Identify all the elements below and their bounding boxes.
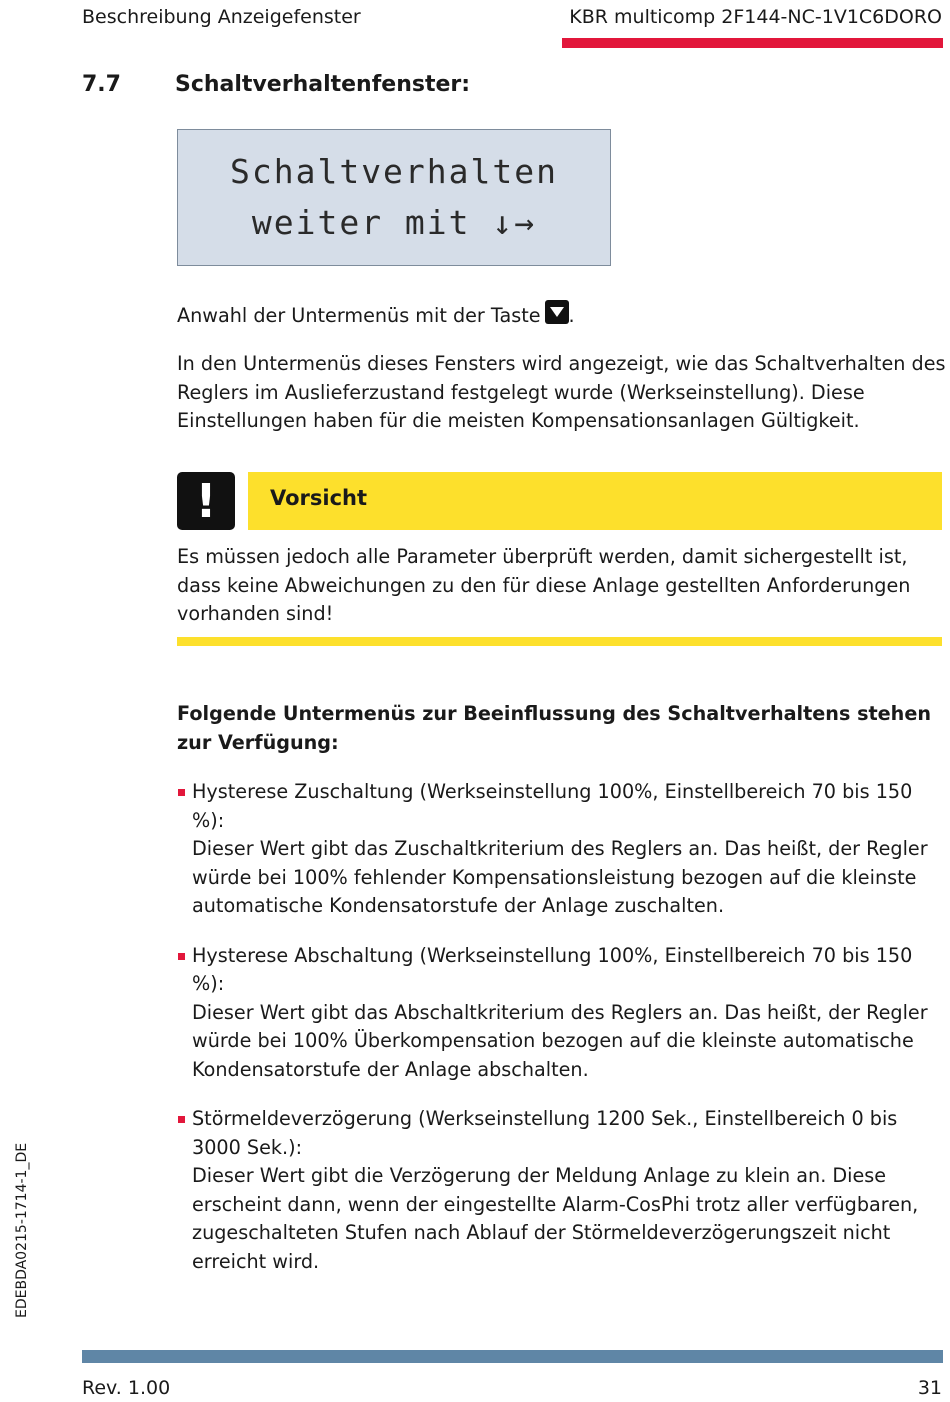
lcd-line-1: Schaltverhalten [229,152,558,191]
list-item-title: Hysterese Abschaltung (Werkseinstellung 100%, Einstellbereich 70 bis 150 %): [192,943,913,995]
document-code: EDEBDA0215-1714-1_DE [14,1142,30,1318]
header-chapter-title: Beschreibung Anzeigefenster [82,6,361,28]
down-key-icon [545,300,569,324]
warning-banner [248,472,942,530]
submenus-heading: Folgende Untermenüs zur Beeinflussung des Schaltverhaltens stehen zur Verfügung: [177,702,932,754]
lcd-line-2: weiter mit ↓→ [251,203,537,242]
section-number: 7.7 [82,72,121,97]
section-title: Schaltverhaltenfenster: [175,72,471,97]
list-item [177,942,947,1085]
description-paragraph: In den Untermenüs dieses Fensters wird angezeigt, wie das Schaltverhalten des Reglers im Auslieferzustand festgelegt wurde (Werkseinstellung). Diese Einstellungen haben für die meisten Kompensationsanlagen Gültigkeit. [177,352,946,432]
submenu-list [177,778,947,1297]
list-item-description: Dieser Wert gibt das Abschaltkriterium des Reglers an. Das heißt, der Regler würde bei 100% Überkompensation bezogen auf die kleinste automatische Kondensatorstufe der Anlage abschalten. [192,1000,928,1081]
list-item-title: Störmeldeverzögerung (Werkseinstellung 1200 Sek., Einstellbereich 0 bis 3000 Sek.): [192,1107,898,1159]
header-accent-bar [562,38,943,48]
intro-line [177,300,575,331]
intro-suffix: . [568,304,575,327]
list-item-description: Dieser Wert gibt die Verzögerung der Meldung Anlage zu klein an. Diese erscheint dann, wenn der eingestellte Alarm-CosPhi trotz aller verfügbaren, zugeschalteten Stufen nach Ablauf der Störmeldeverzögerungszeit nicht erreicht wird. [192,1164,919,1273]
warning-exclamation-icon: ! [177,472,235,530]
list-item [177,778,947,921]
bullet-icon [178,953,185,960]
list-item-description: Dieser Wert gibt das Zuschaltkriterium des Reglers an. Das heißt, der Regler würde bei 100% fehlender Kompensationsleistung bezogen auf die kleinste automatische Kondensatorstufe der Anlage zuschalten. [192,837,928,917]
footer-revision: Rev. 1.00 [82,1377,171,1399]
warning-text: Es müssen jedoch alle Parameter überprüft werden, damit sichergestellt ist, dass keine Abweichungen zu den für diese Anlage gestellten Anforderungen vorhanden sind! [177,545,911,625]
footer-page-number: 31 [917,1377,942,1399]
warning-title: Vorsicht [270,486,368,510]
lcd-display [177,129,611,266]
list-item [177,1105,947,1276]
bullet-icon [178,1116,185,1123]
header-product-name: KBR multicomp 2F144-NC-1V1C6DORO [569,6,942,28]
warning-bottom-rule [177,637,942,646]
footer-bar [82,1350,943,1363]
list-item-title: Hysterese Zuschaltung (Werkseinstellung 100%, Einstellbereich 70 bis 150 %): [192,780,913,832]
intro-text: Anwahl der Untermenüs mit der Taste [177,304,541,327]
bullet-icon [178,789,185,796]
